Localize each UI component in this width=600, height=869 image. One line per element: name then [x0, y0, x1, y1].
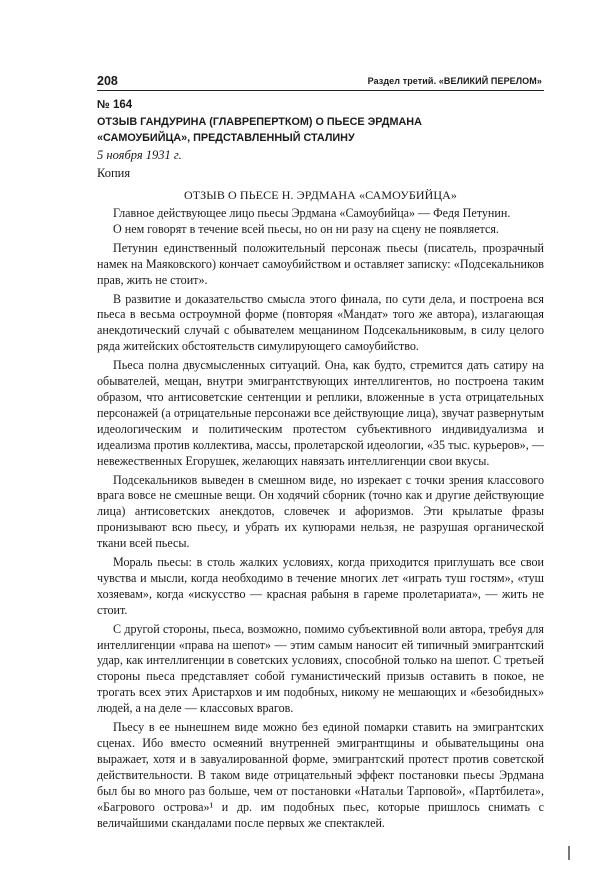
paragraph-4: В развитие и доказательство смысла этого финала, по сути дела, и построена вся пьеса в весьма остроумной форме (повторяя «Мандат» того же автора), излагающая анекдотический случай с обывателем мещанином Подсекальниковым, в силу целого ряда житейских обстоятельств симулирующего самоубийство.	[97, 291, 544, 354]
margin-mark	[568, 846, 570, 860]
document-number: № 164	[97, 99, 133, 111]
paragraph-1: Главное действующее лицо пьесы Эрдмана «Самоубийца» — Федя Петунин.	[113, 206, 511, 220]
document-title-line-2: «САМОУБИЙЦА», ПРЕДСТАВЛЕННЫЙ СТАЛИНУ	[97, 132, 355, 144]
paragraph-7: Мораль пьесы: в столь жалких условиях, когда приходится приглушать все свои чувства и мысли, когда необходимо в течение многих лет «играть туш гостям», «туш хозяевам», когда «искусство — красная рабыня в гареме пролетариата», — жить не стоит.	[97, 555, 544, 617]
page-header	[97, 74, 544, 91]
paragraph-8: С другой стороны, пьеса, возможно, помимо субъективной воли автора, требуя для интеллигенции «права на шепот» — этим самым наносит ей типичный эмигрантский удар, как интеллигенции в советских условиях, способной только на шепот. С третьей стороны пьеса представляет собой гуманистический призыв оставить в покое, не трогать всех этих Аристархов и им подобных, никому не мешающих и «безобидных» людей, а на деле — классовых врагов.	[97, 621, 544, 716]
running-head: Раздел третий. «ВЕЛИКИЙ ПЕРЕЛОМ»	[367, 76, 542, 86]
page-number: 208	[97, 74, 118, 88]
paragraph-6: Подсекальников выведен в смешном виде, но изрекает с точки зрения классового врага вовсе не смешные вещи. Он ходячий сборник (точно как и другие действующие лица) антисоветских анекдотов, словечек и афоризмов. Эти крылатые фразы пронизывают всю пьесу, и убрать их купюрами нельзя, не разрушая органической ткани всей пьесы.	[97, 472, 544, 551]
copy-label: Копия	[97, 166, 131, 180]
paragraph-9: Пьесу в ее нынешнем виде можно без единой помарки ставить на эмигрантских сценах. Ибо вместо осмеяний внутренней эмигрантщины и обывательщины она выражает, хотя и в завуалированной форме, эмигрантский протест против советской действительности. В таком виде отрицательный эффект постановки пьесы Эрдмана был бы во много раз больше, чем от постановки «Натальи Тарповой», «Партбилета», «Багрового острова»¹ и др. им подобных пьес, которые пришлось снимать с величайшими скандалами после первых же спектаклей.	[97, 720, 544, 830]
document-title-line-1: ОТЗЫВ ГАНДУРИНА (ГЛАВРЕПЕРТКОМ) О ПЬЕСЕ ЭРДМАНА	[97, 116, 422, 128]
document-title	[97, 114, 544, 146]
document-body	[97, 206, 544, 834]
paragraph-3: Петунин единственный положительный персонаж пьесы (писатель, прозрачный намек на Маяковского) кончает самоубийством и оставляет записку: «Подсекальников прав, жить не стоит».	[97, 240, 544, 287]
paragraph-2: О нем говорят в течение всей пьесы, но он ни разу на сцену не появляется.	[113, 221, 499, 236]
review-subtitle: ОТЗЫВ О ПЬЕСЕ Н. ЭРДМАНА «САМОУБИЙЦА»	[183, 188, 458, 202]
document-date: 5 ноября 1931 г.	[97, 148, 182, 162]
paragraph-5: Пьеса полна двусмысленных ситуаций. Она, как будто, стремится дать сатиру на обывателей, мещан, внутри эмигрантствующих интеллигентов, но построена таким образом, что антисоветские сентенции и реплики, вложенные в уста отрицательных персонажей (а отрицательные персонажи все действующие лица), звучат развернутым идеологическим и политическим протестом субъективного индивидуализма и идеализма против коллектива, массы, пролетарской идеологии, «35 тыс. курьеров», — невежественных Егорушек, желающих навязать интеллигенции свои вкусы.	[97, 358, 544, 468]
